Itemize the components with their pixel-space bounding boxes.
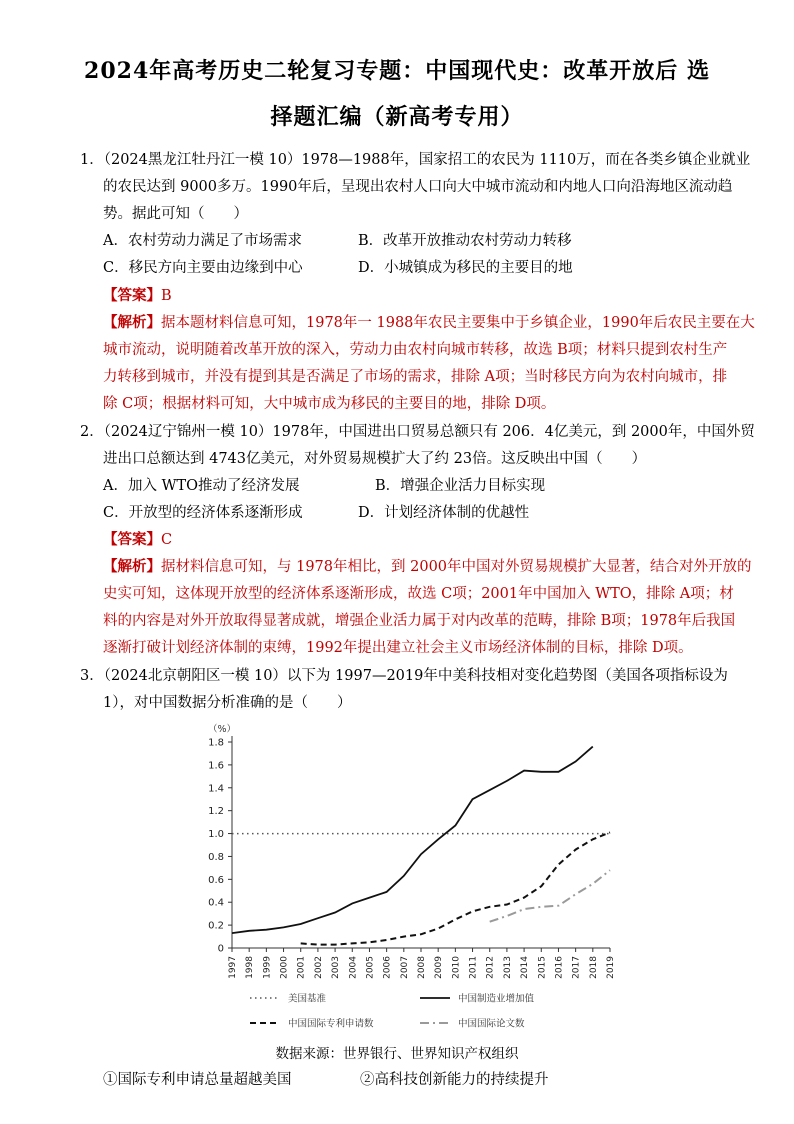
x-tick-label: 2006 bbox=[382, 956, 393, 979]
q2-answer bbox=[103, 528, 172, 549]
x-tick-label: 2000 bbox=[279, 956, 290, 979]
q1-answer bbox=[103, 284, 172, 305]
y-tick-label: 0.4 bbox=[208, 897, 224, 909]
y-tick-label: 1.8 bbox=[208, 737, 224, 749]
q1-option-d: D．小城镇成为移民的主要目的地 bbox=[358, 260, 573, 276]
x-tick-label: 2018 bbox=[588, 956, 599, 979]
y-tick-label: 0 bbox=[217, 943, 224, 955]
x-tick-label: 2003 bbox=[331, 956, 342, 979]
q1-answer-value: B bbox=[161, 288, 172, 304]
q3-stem-line-1: 3．（2024北京朝阳区一模 10）以下为 1997—2019年中美科技相对变化趋势图（美国各项指标设为 bbox=[80, 668, 728, 684]
q1-stem-line-1: 1．（2024黑龙江牡丹江一模 10）1978—1988年，国家招工的农民为 1110万，而在各类乡镇企业就业 bbox=[80, 152, 751, 168]
y-tick-label: 1.0 bbox=[208, 829, 224, 841]
x-tick-label: 2019 bbox=[606, 956, 616, 979]
x-tick-label: 2013 bbox=[502, 956, 513, 979]
x-tick-label: 2002 bbox=[313, 956, 324, 979]
y-tick-label: 0.6 bbox=[208, 874, 224, 886]
q3-option-2: ②高科技创新能力的持续提升 bbox=[360, 1072, 549, 1088]
q2-analysis-line-2: 史实可知，这体现开放型的经济体系逐渐形成，故选 C项；2001年中国加入 WTO，排除 A项；材 bbox=[103, 586, 734, 602]
q2-stem-line-1: 2．（2024辽宁锦州一模 10）1978年，中国进出口贸易总额只有 206．4亿美元，到 2000年，中国外贸 bbox=[80, 424, 755, 440]
y-axis-label: （%） bbox=[208, 724, 237, 735]
q1-stem-line-2: 的农民达到 9000多万。1990年后，呈现出农村人口向大中城市流动和内地人口向沿海地区流动趋 bbox=[103, 179, 733, 195]
y-tick-label: 0.8 bbox=[208, 851, 224, 863]
q2-analysis-line-3: 料的内容是对外开放取得显著成就，增强企业活力属于对内改革的范畴，排除 B项；1978年后我国 bbox=[103, 613, 736, 629]
page-title-line-2: 择题汇编（新高考专用） bbox=[270, 104, 524, 130]
q2-analysis-text-1: 据材料信息可知，与 1978年相比，到 2000年中国对外贸易规模扩大显著，结合对外开放的 bbox=[161, 559, 752, 575]
q2-answer-value: C bbox=[161, 532, 173, 548]
x-tick-label: 1998 bbox=[245, 956, 256, 979]
page-title-line-1: 2024年高考历史二轮复习专题：中国现代史：改革开放后 选 bbox=[84, 58, 710, 84]
q1-option-c: C．移民方向主要由边缘到中心 bbox=[103, 260, 303, 276]
x-tick-label: 2017 bbox=[571, 956, 582, 979]
x-tick-label: 2010 bbox=[451, 956, 462, 979]
y-tick-label: 0.2 bbox=[208, 920, 224, 932]
x-tick-label: 2007 bbox=[399, 956, 410, 979]
q1-analysis-tag: 【解析】 bbox=[103, 314, 161, 331]
x-tick-label: 2009 bbox=[434, 956, 445, 979]
series-line-4 bbox=[490, 870, 610, 922]
q3-option-1: ①国际专利申请总量超越美国 bbox=[103, 1072, 292, 1088]
q1-analysis-line-3: 力转移到城市，并没有提到其是否满足了市场的需求，排除 A项；当时移民方向为农村向城市，排 bbox=[103, 369, 728, 385]
q2-answer-tag: 【答案】 bbox=[103, 531, 161, 548]
x-tick-label: 2011 bbox=[468, 956, 479, 979]
legend-label-3: 中国国际专利申请数 bbox=[288, 1018, 374, 1030]
q3-stem-line-2: 1），对中国数据分析准确的是（ ） bbox=[103, 695, 352, 711]
x-tick-label: 2005 bbox=[365, 956, 376, 979]
x-tick-label: 1999 bbox=[262, 956, 273, 979]
y-tick-label: 1.6 bbox=[208, 760, 224, 772]
x-tick-label: 2012 bbox=[485, 956, 496, 979]
legend-label-1: 美国基准 bbox=[288, 993, 327, 1005]
q1-analysis-line-2: 城市流动，说明随着改革开放的深入，劳动力由农村向城市转移，故选 B项；材料只提到农村生产 bbox=[103, 342, 728, 358]
x-tick-label: 2016 bbox=[554, 956, 565, 979]
q2-option-b: B．增强企业活力目标实现 bbox=[375, 478, 546, 494]
x-tick-label: 2004 bbox=[348, 956, 359, 979]
y-tick-label: 1.4 bbox=[208, 783, 224, 795]
q2-analysis-tag: 【解析】 bbox=[103, 558, 161, 575]
q1-analysis-line-4: 除 C项；根据材料可知，大中城市成为移民的主要目的地，排除 D项。 bbox=[103, 396, 556, 412]
q1-answer-tag: 【答案】 bbox=[103, 287, 161, 304]
q1-stem-line-3: 势。据此可知（ ） bbox=[103, 206, 248, 222]
trend-line-chart bbox=[190, 718, 630, 1043]
q2-analysis-line-4: 逐渐打破计划经济体制的束缚，1992年提出建立社会主义市场经济体制的目标，排除 D项。 bbox=[103, 640, 693, 656]
q1-option-b: B．改革开放推动农村劳动力转移 bbox=[358, 233, 572, 249]
chart-data-source: 数据来源：世界银行、世界知识产权组织 bbox=[275, 1046, 519, 1062]
x-tick-label: 2001 bbox=[296, 956, 307, 979]
x-tick-label: 1997 bbox=[228, 956, 238, 979]
q1-analysis-line-1 bbox=[103, 311, 755, 332]
series-line-2 bbox=[232, 747, 593, 934]
q1-analysis-text-1: 据本题材料信息可知，1978年一 1988年农民主要集中于乡镇企业，1990年后农民主要在大 bbox=[161, 315, 755, 331]
x-tick-label: 2008 bbox=[417, 956, 427, 979]
q2-option-c: C．开放型的经济体系逐渐形成 bbox=[103, 505, 303, 521]
q2-analysis-line-1 bbox=[103, 555, 752, 576]
y-tick-label: 1.2 bbox=[208, 806, 224, 818]
q2-stem-line-2: 进出口总额达到 4743亿美元，对外贸易规模扩大了约 23倍。这反映出中国（ ） bbox=[103, 451, 647, 467]
x-tick-label: 2015 bbox=[537, 956, 548, 979]
series-line-3 bbox=[301, 832, 610, 944]
legend-label-4: 中国国际论文数 bbox=[458, 1018, 525, 1030]
x-tick-label: 2014 bbox=[520, 956, 531, 979]
q1-option-a: A．农村劳动力满足了市场需求 bbox=[103, 233, 302, 249]
q2-option-d: D．计划经济体制的优越性 bbox=[358, 505, 530, 521]
q2-option-a: A．加入 WTO推动了经济发展 bbox=[103, 478, 300, 494]
legend-label-2: 中国制造业增加值 bbox=[458, 993, 535, 1005]
